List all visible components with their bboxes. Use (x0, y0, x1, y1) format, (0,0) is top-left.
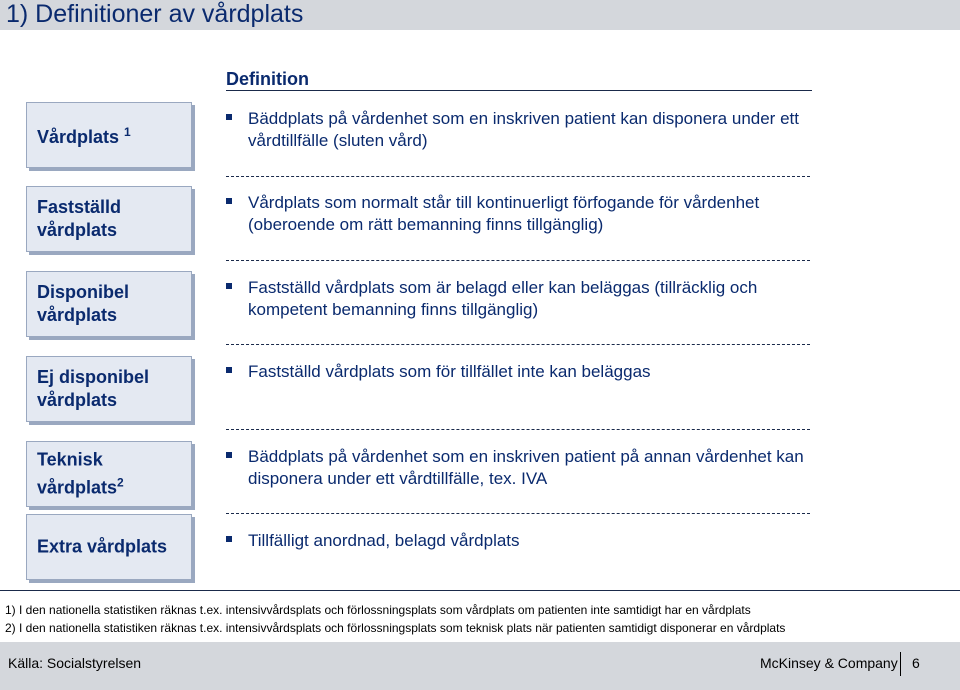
page-number: 6 (912, 655, 920, 671)
dashed-separator (226, 260, 810, 261)
term-box-faststalld (26, 186, 192, 252)
term-text: Ej disponibel (37, 367, 150, 387)
definition-text: Bäddplats på vårdenhet som en inskriven patient på annan vårdenhet kan disponera under ett vårdtillfälle, tex. IVA (248, 447, 804, 488)
dashed-separator (226, 176, 810, 177)
bullet-icon (226, 536, 232, 542)
term-label (37, 196, 121, 242)
term-text-line2: vårdplats (37, 220, 118, 240)
definition-header: Definition (226, 69, 812, 91)
term-text: Vårdplats (37, 127, 120, 147)
page-title: 1) Definitioner av vårdplats (6, 0, 304, 28)
term-text: Fastställd (37, 197, 122, 217)
bullet-icon (226, 452, 232, 458)
term-text: Extra vårdplats (37, 536, 168, 557)
term-box-extra (26, 514, 192, 580)
definition-text: Fastställd vårdplats som är belagd eller kan beläggas (tillräcklig och kompetent bemanning finns tillgänglig) (248, 278, 758, 319)
term-text-line2: vårdplats (37, 305, 118, 325)
footnote-divider (0, 590, 960, 591)
term-superscript: 2 (117, 475, 124, 490)
term-superscript: 1 (124, 125, 131, 139)
dashed-separator (226, 429, 810, 430)
footnote-2: 2) I den nationella statistiken räknas t.ex. intensivvårdsplats och förlossningsplats som teknisk plats när patienten samtidigt disponerar en vårdplats (5, 621, 786, 635)
definition-text: Bäddplats på vårdenhet som en inskriven patient kan disponera under ett vårdtillfälle (sluten vård) (248, 109, 799, 150)
definition-text: Tillfälligt anordnad, belagd vårdplats (248, 531, 520, 550)
term-label (37, 536, 167, 559)
term-label (37, 121, 131, 149)
footer-divider (900, 652, 901, 676)
definition-text: Fastställd vårdplats som för tillfället inte kan beläggas (248, 362, 651, 381)
definition-text: Vårdplats som normalt står till kontinuerligt förfogande för vårdenhet (oberoende om rätt bemanning finns tillgänglig) (248, 193, 760, 234)
term-label (37, 449, 124, 500)
term-box-ej-disponibel (26, 356, 192, 422)
bullet-icon (226, 114, 232, 120)
term-box-disponibel (26, 271, 192, 337)
company-name: McKinsey & Company (760, 655, 898, 671)
term-box-teknisk (26, 441, 192, 507)
term-text: Disponibel (37, 282, 130, 302)
term-text-line2: vårdplats (37, 390, 118, 410)
footnote-1: 1) I den nationella statistiken räknas t.ex. intensivvårdsplats och förlossningsplats som vårdplats om patienten inte samtidigt har en vårdplats (5, 603, 751, 617)
term-label (37, 281, 129, 327)
dashed-separator (226, 513, 810, 514)
source-text: Källa: Socialstyrelsen (8, 655, 142, 671)
dashed-separator (226, 344, 810, 345)
term-box-vardplats (26, 102, 192, 168)
bullet-icon (226, 367, 232, 373)
bullet-icon (226, 198, 232, 204)
term-label (37, 366, 149, 412)
term-text: Teknisk (37, 449, 103, 470)
bullet-icon (226, 283, 232, 289)
term-text-line2: vårdplats (37, 477, 118, 498)
